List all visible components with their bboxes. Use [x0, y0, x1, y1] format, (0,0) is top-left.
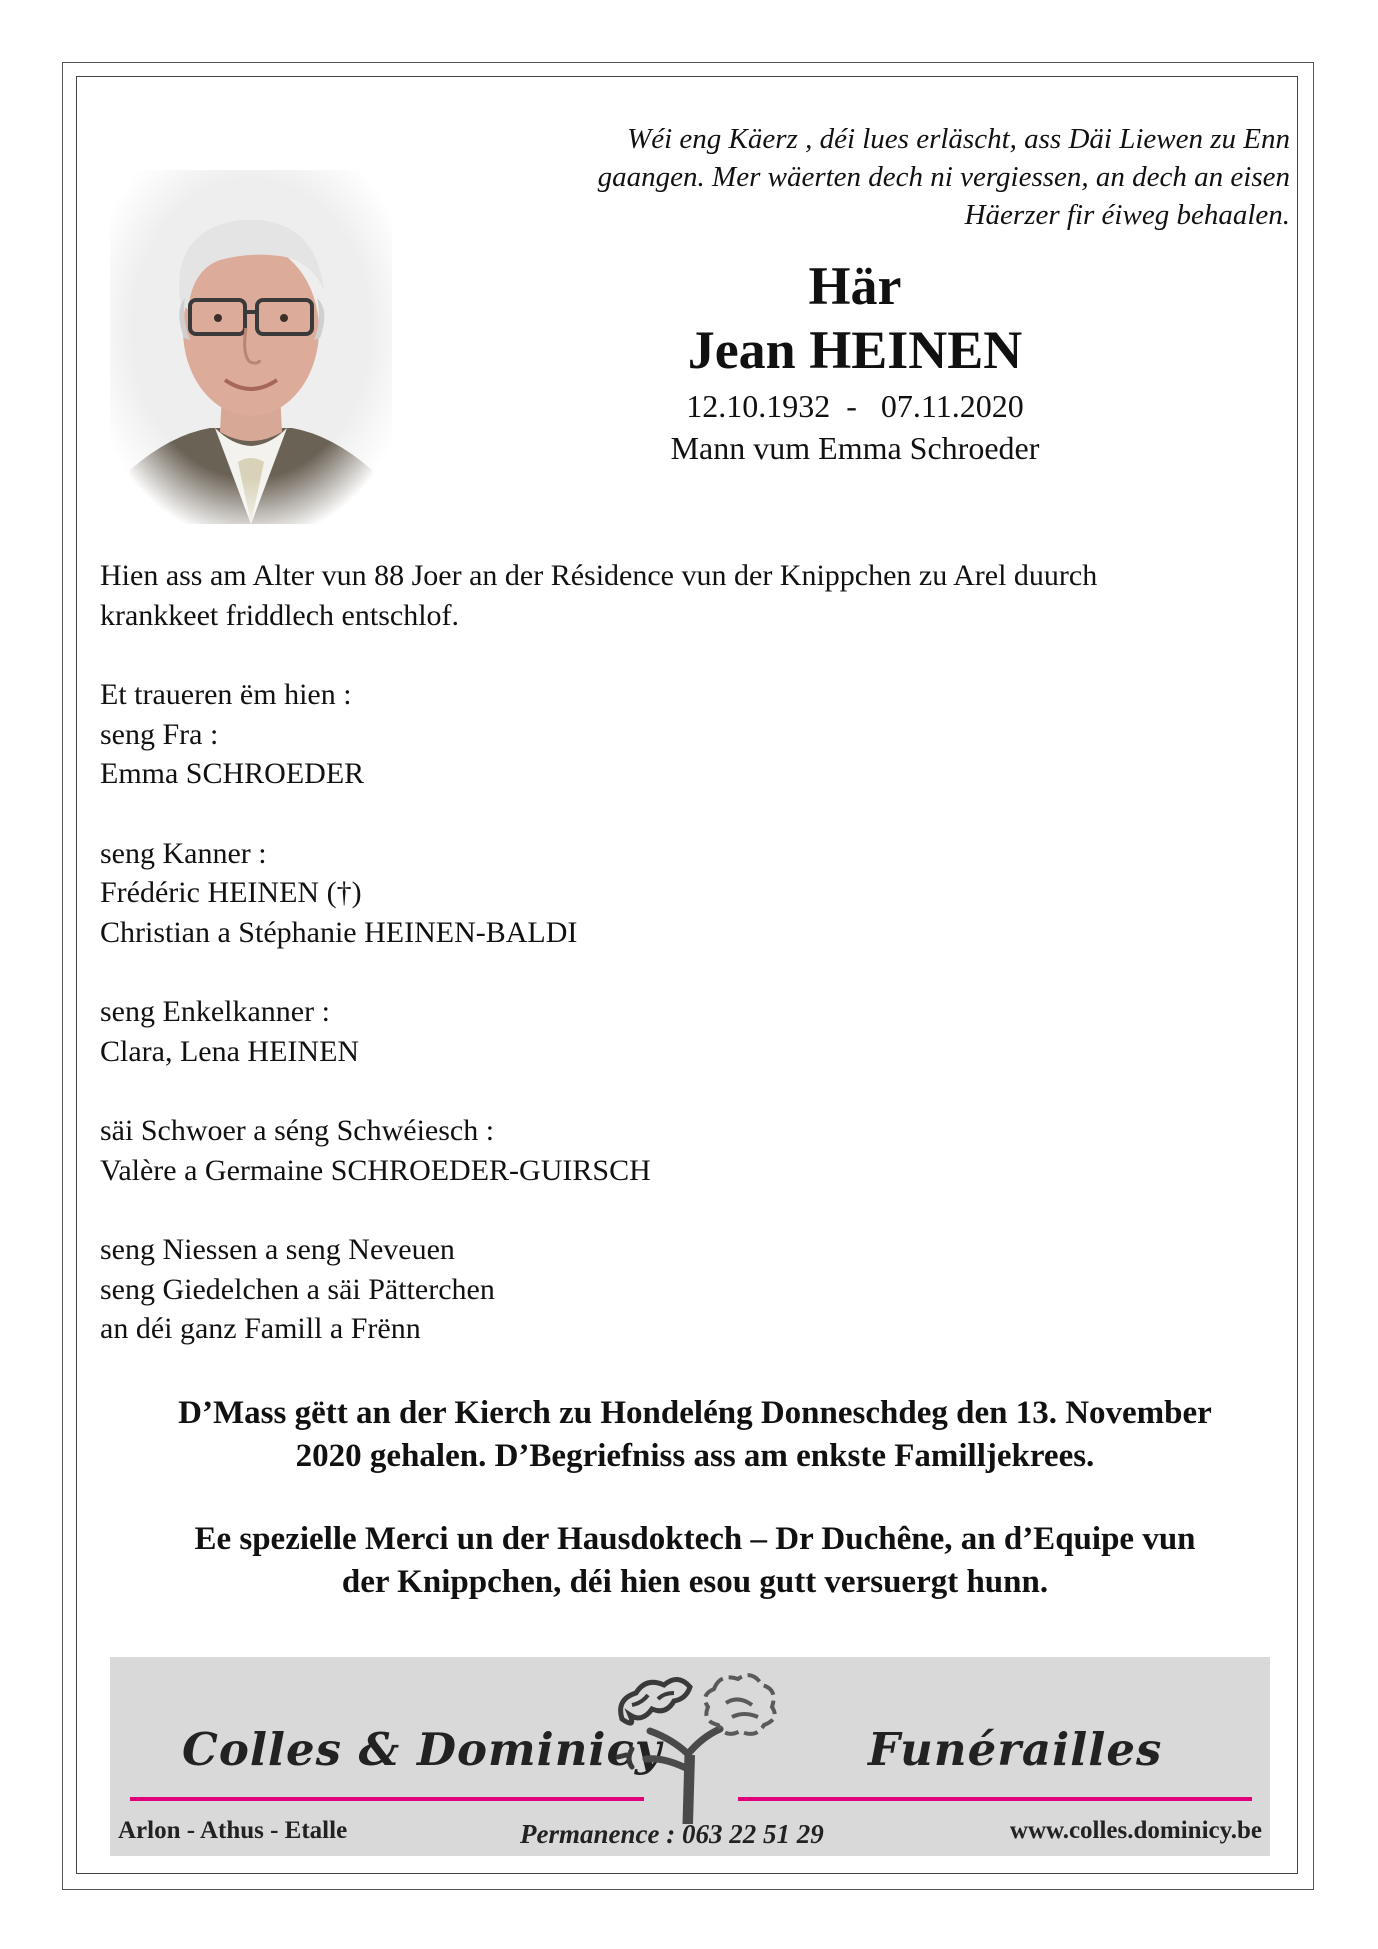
locations: Arlon - Athus - Etalle	[118, 1817, 348, 1844]
inlaws-label: säi Schwoer a séng Schwéiesch :	[100, 1114, 495, 1147]
accent-line-left	[130, 1797, 644, 1801]
children-label: seng Kanner :	[100, 836, 267, 870]
permanence-phone: Permanence : 063 22 51 29	[520, 1819, 824, 1849]
mourners-heading: Et traueren ëm hien :	[100, 678, 352, 711]
thanks-line: der Knippchen, déi hien esou gutt versuergt hunn.	[341, 1564, 1049, 1600]
mass-line: 2020 gehalen. D’Begriefniss ass am enkste Familljekrees.	[295, 1438, 1095, 1474]
honorific: Här	[808, 256, 902, 316]
grandchildren-names: Clara, Lena HEINEN	[100, 1034, 360, 1068]
spouse-line: Mann vum Emma Schroeder	[670, 430, 1040, 466]
poem-line: Wéi eng Käerz , déi lues erläscht, ass Däi Liewen zu Enn	[627, 123, 1290, 155]
grandchildren-label: seng Enkelkanner :	[100, 995, 330, 1028]
funeral-service-label: Funérailles	[868, 1723, 1163, 1776]
deceased-name: Jean HEINEN	[687, 320, 1023, 380]
life-dates: 12.10.1932 - 07.11.2020	[686, 388, 1024, 424]
portrait-illustration	[110, 170, 392, 524]
website: www.colles.dominicy.be	[1009, 1817, 1262, 1844]
accent-line-right	[738, 1797, 1252, 1801]
intro-line: Hien ass am Alter vun 88 Joer an der Résidence vun der Knippchen zu Arel duurch	[100, 559, 1098, 592]
portrait-photo	[110, 170, 392, 524]
mass-announcement	[100, 1392, 1290, 1478]
inlaws-names: Valère a Germaine SCHROEDER-GUIRSCH	[100, 1153, 651, 1187]
thanks-note	[100, 1518, 1290, 1604]
wife-name: Emma SCHROEDER	[100, 757, 365, 790]
funeral-home-banner	[110, 1657, 1270, 1856]
announcement-body	[100, 556, 1290, 1349]
funeral-home-name: Colles & Dominicy	[182, 1723, 663, 1776]
mass-line: D’Mass gëtt an der Kierch zu Hondeléng Donneschdeg den 13. November	[178, 1395, 1212, 1431]
relatives-line: an déi ganz Famill a Frënn	[100, 1312, 421, 1345]
relatives-line: seng Giedelchen a säi Pätterchen	[100, 1272, 495, 1306]
wife-label: seng Fra :	[100, 717, 219, 751]
thanks-line: Ee spezielle Merci un der Hausdoktech – Dr Duchêne, an d’Equipe vun	[194, 1521, 1196, 1557]
memorial-poem	[470, 120, 1290, 234]
child-name: Christian a Stéphanie HEINEN-BALDI	[100, 915, 578, 949]
intro-line: krankkeet friddlech entschlof.	[100, 598, 460, 632]
child-name: Frédéric HEINEN (†)	[100, 876, 362, 909]
deceased-header	[580, 255, 1130, 469]
relatives-line: seng Niessen a seng Neveuen	[100, 1233, 455, 1266]
poem-line: gaangen. Mer wäerten dech ni vergiessen, an dech an eisen	[597, 161, 1290, 193]
tree-logo-icon	[602, 1659, 782, 1824]
poem-line: Häerzer fir éiweg behaalen.	[964, 199, 1290, 231]
